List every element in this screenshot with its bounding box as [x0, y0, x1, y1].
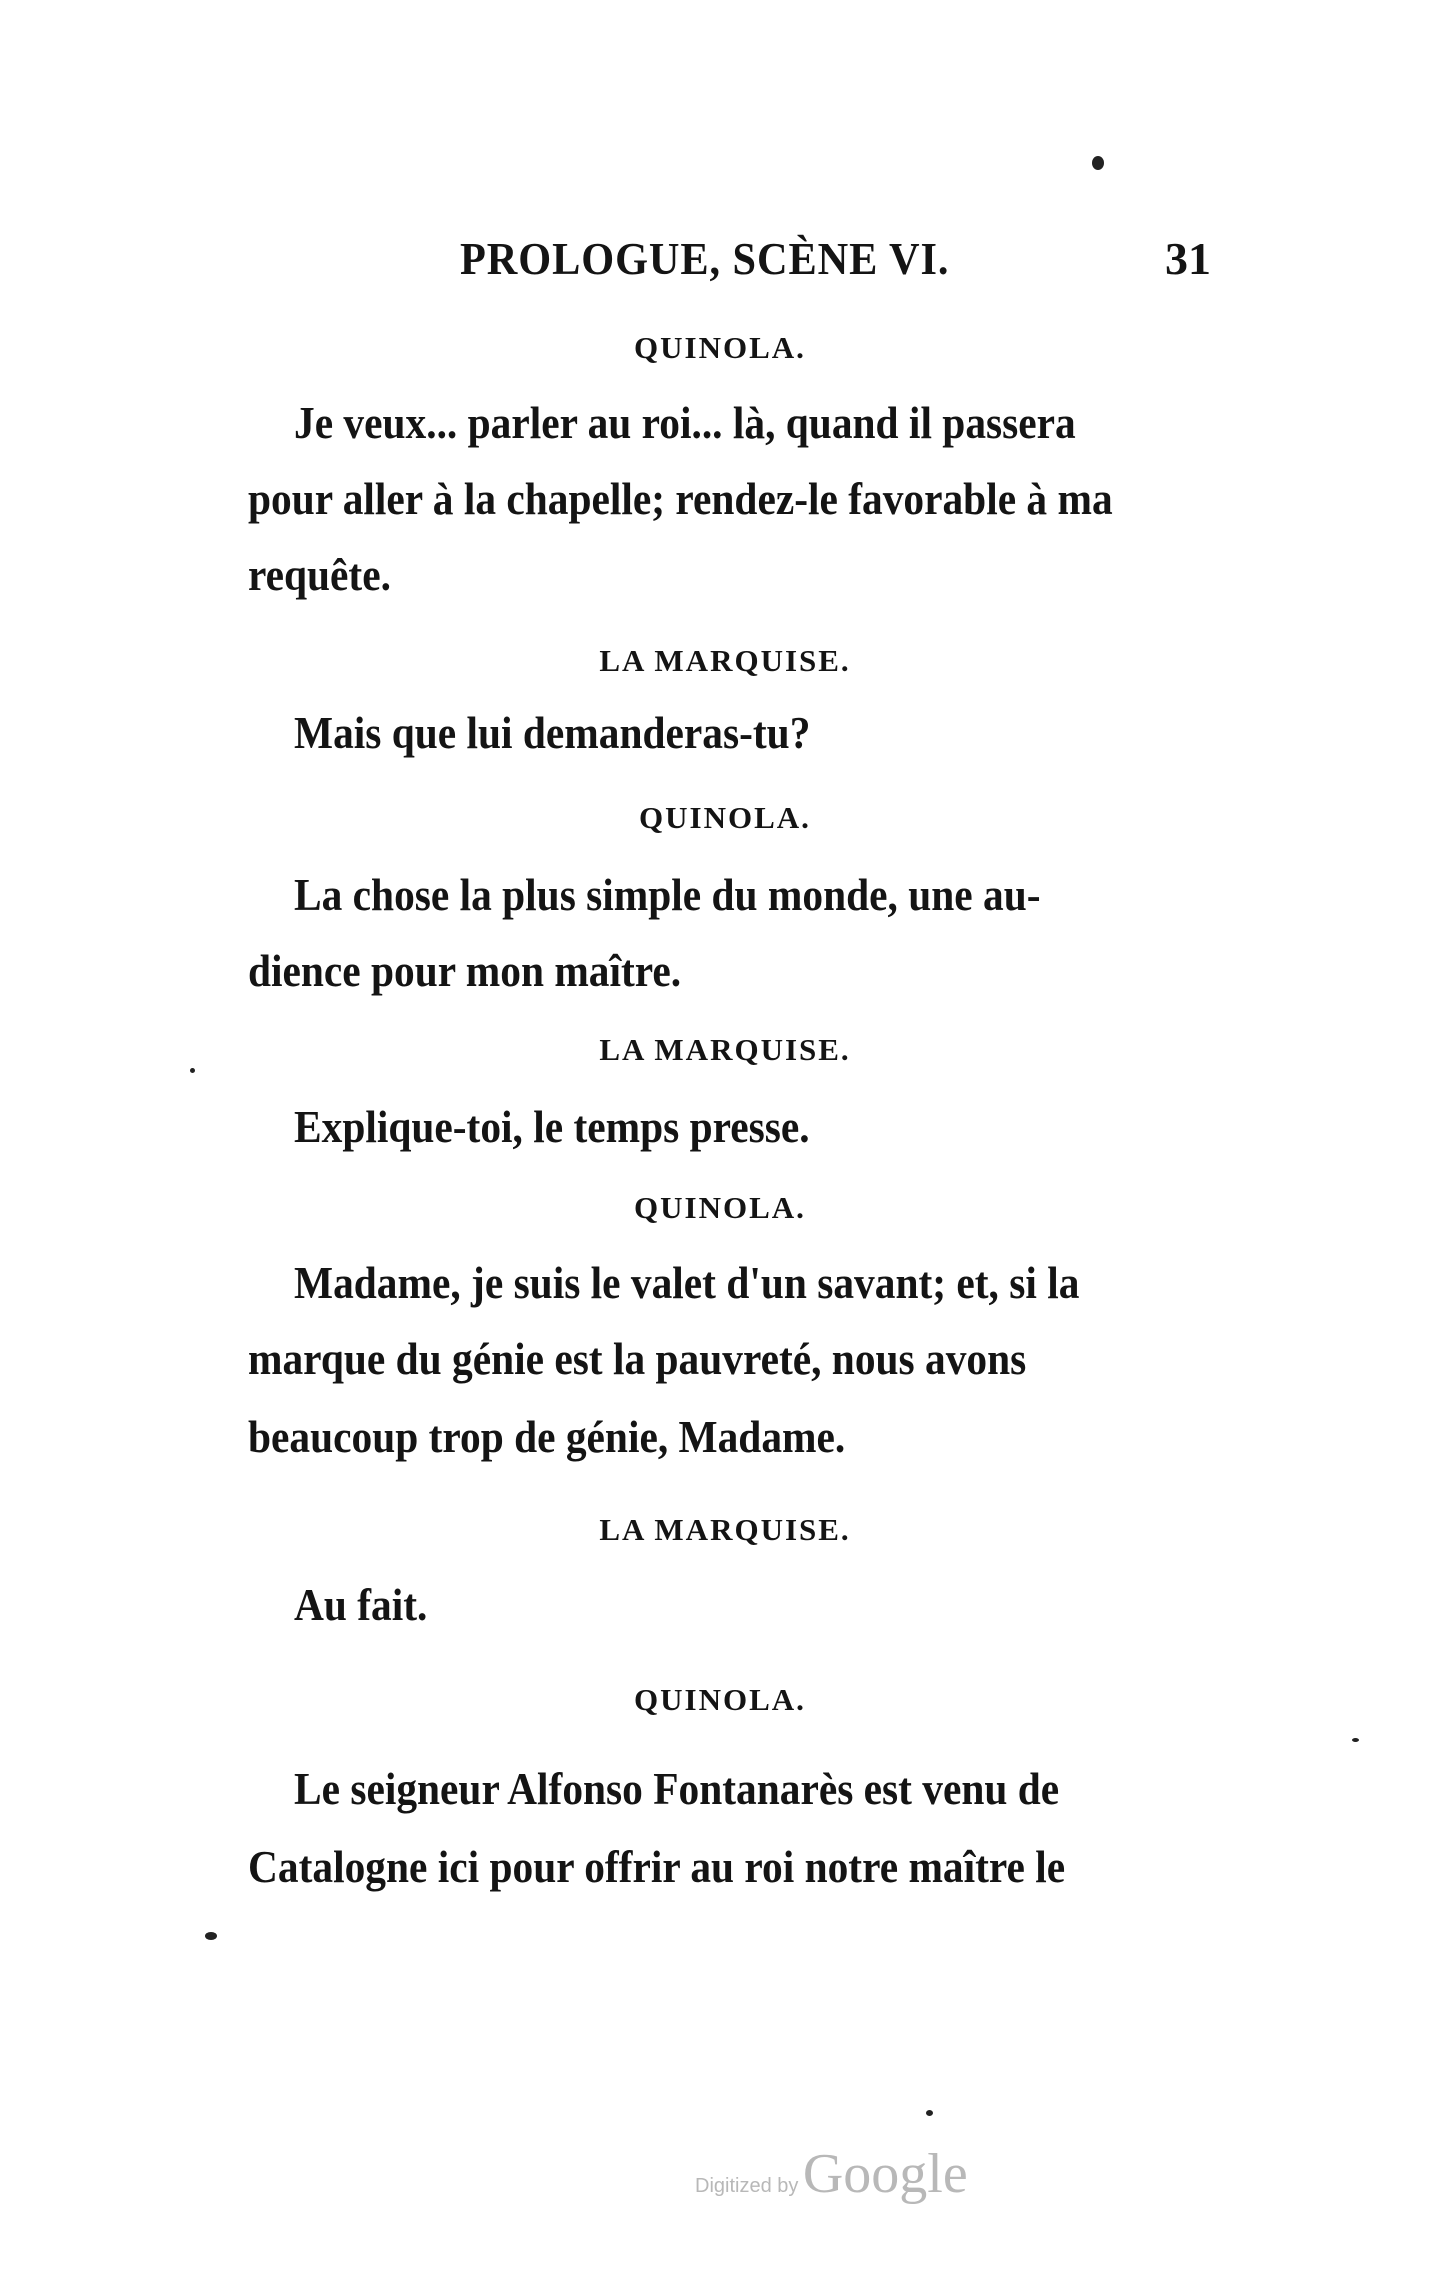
text-line: Mais que lui demanderas-tu?: [294, 707, 811, 758]
google-logo: Google: [802, 2143, 968, 2205]
text-line: pour aller à la chapelle; rendez-le favorable à ma: [248, 473, 1113, 524]
text-line: dience pour mon maître.: [248, 945, 682, 996]
text-line: Au fait.: [294, 1579, 428, 1630]
running-header: PROLOGUE, SCÈNE VI.: [460, 233, 950, 284]
ink-speck: [926, 2110, 933, 2116]
speaker-label: LA MARQUISE.: [599, 1032, 851, 1067]
digitized-label: Digitized by: [695, 2175, 799, 2197]
speaker-label: LA MARQUISE.: [599, 643, 851, 678]
ink-speck: [205, 1932, 217, 1940]
ink-speck: [1352, 1738, 1359, 1742]
text-line: Je veux... parler au roi... là, quand il passera: [294, 397, 1076, 448]
speaker-label: LA MARQUISE.: [599, 1512, 851, 1547]
speaker-label: QUINOLA.: [634, 330, 806, 365]
page-number: 31: [1165, 233, 1211, 284]
text-line: Catalogne ici pour offrir au roi notre maître le: [248, 1841, 1066, 1892]
text-line: requête.: [248, 549, 391, 600]
text-line: Madame, je suis le valet d'un savant; et, si la: [294, 1257, 1080, 1308]
text-line: Le seigneur Alfonso Fontanarès est venu de: [294, 1763, 1060, 1814]
digitized-watermark: [695, 2142, 968, 2206]
text-line: Explique-toi, le temps presse.: [294, 1101, 810, 1152]
text-line: marque du génie est la pauvreté, nous avons: [248, 1333, 1027, 1384]
speaker-label: QUINOLA.: [634, 1682, 806, 1717]
speaker-label: QUINOLA.: [639, 800, 811, 835]
ink-speck: [190, 1068, 195, 1073]
text-line: beaucoup trop de génie, Madame.: [248, 1411, 846, 1462]
text-line: La chose la plus simple du monde, une au-: [294, 869, 1041, 920]
speaker-label: QUINOLA.: [634, 1190, 806, 1225]
ink-speck: [1092, 156, 1104, 170]
